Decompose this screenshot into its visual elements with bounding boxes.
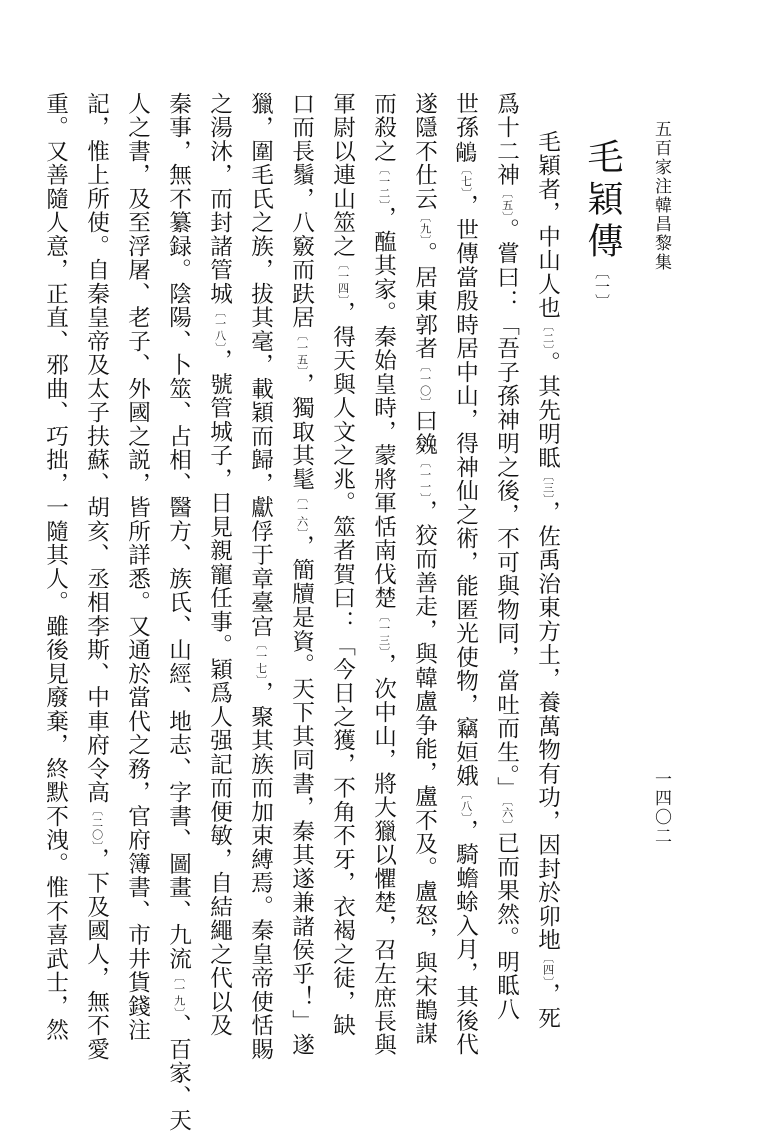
- chapter-title-note: 〔一〕: [593, 264, 611, 309]
- text-column-5: 而殺之〔一二〕，醢其家。秦始皇時，蒙將軍恬南伐楚〔一三〕，次中山，將大獵以懼楚，召左庶長與: [370, 92, 397, 1057]
- chapter-title: [582, 138, 623, 309]
- text-column-6: 軍尉以連山筮之〔一四〕，得天與人文之兆。筮者賀曰：「今日之獲，不角不牙，衣褐之徒，缺: [329, 92, 356, 1038]
- text-column-8: 獵，圍毛氏之族，拔其毫，載穎而歸，獻俘于章臺宫〔一七〕，聚其族而加束縛焉。秦皇帝使恬賜: [247, 92, 274, 1062]
- text-column-4: 遂隱不仕云〔九〕。居東郭者〔一〇〕曰㕙〔一一〕，狡而善走，與韓盧争能，盧不及。盧怒，與宋鵲謀: [411, 92, 438, 1046]
- note-marker: 〔六〕: [500, 800, 514, 832]
- note-marker: 〔一三〕: [377, 610, 391, 654]
- text-column-3: 世孫𪁺〔七〕，世傳當殷時居中山，得神仙之術，能匿光使物，竊姮娥〔八〕，騎蟾蜍入月，其後代: [452, 92, 479, 1057]
- text-column-7: 口而長鬚，八竅而趺居〔一五〕，獨取其髦〔一六〕，簡牘是資。天下其同書，秦其遂兼諸侯乎！」遂: [288, 92, 315, 1057]
- note-marker: 〔一五〕: [295, 329, 309, 373]
- chapter-title-text: 毛穎傳: [582, 138, 623, 264]
- text-column-9: 之湯沐，而封諸管城〔一八〕，號管城子，日見親寵任事。穎爲人强記而便敏，自結繩之代以及: [206, 92, 233, 1038]
- page-number: 一四〇二: [651, 770, 671, 846]
- text-column-2: 爲十二神〔五〕。嘗曰：「吾子孫神明之後，不可與物同，當吐而生。」〔六〕已而果然。明眡八: [493, 92, 520, 1022]
- note-marker: 〔一一〕: [418, 456, 432, 500]
- text-column-11: 人之書，及至浮屠、老子、外國之説，皆所詳悉。又通於當代之務，官府簿書、市井貨錢注: [124, 92, 151, 1042]
- running-head: 五百家注韓昌黎集: [651, 120, 671, 272]
- note-marker: 〔一八〕: [213, 305, 227, 349]
- note-marker: 〔一〇〕: [418, 360, 432, 410]
- text-column-1: 毛穎者，中山人也〔二〕。其先明眡〔三〕，佐禹治東方土，養萬物有功，因封於卯地〔四〕，死: [534, 130, 561, 1031]
- note-marker: 〔七〕: [459, 163, 473, 195]
- note-marker: 〔二〕: [541, 320, 555, 351]
- note-marker: 〔一七〕: [254, 638, 268, 682]
- text-column-10: 秦事，無不纂録。陰陽、卜筮、占相、醫方、族氏、山經、地志、字書、圖畫、九流〔一九〕、百家、天: [165, 92, 192, 1133]
- note-marker: 〔一六〕: [295, 491, 309, 535]
- note-marker: 〔五〕: [500, 187, 514, 218]
- note-marker: 〔三〕: [541, 469, 555, 501]
- note-marker: 〔二〇〕: [90, 804, 104, 848]
- note-marker: 〔一九〕: [172, 970, 186, 1014]
- text-column-13: 重。又善隨人意，正直、邪曲、巧拙，一隨其人。雖後見廢棄，終默不洩。惟不喜武士，然: [42, 92, 69, 1042]
- note-marker: 〔一二〕: [377, 163, 391, 207]
- note-marker: 〔八〕: [459, 787, 473, 819]
- text-column-12: 記，惟上所使。自秦皇帝及太子扶蘇、胡亥、丞相李斯、中車府令高〔二〇〕，下及國人，無不愛: [83, 92, 110, 1062]
- note-marker: 〔九〕: [418, 210, 432, 242]
- note-marker: 〔四〕: [541, 951, 555, 983]
- note-marker: 〔一四〕: [336, 258, 350, 302]
